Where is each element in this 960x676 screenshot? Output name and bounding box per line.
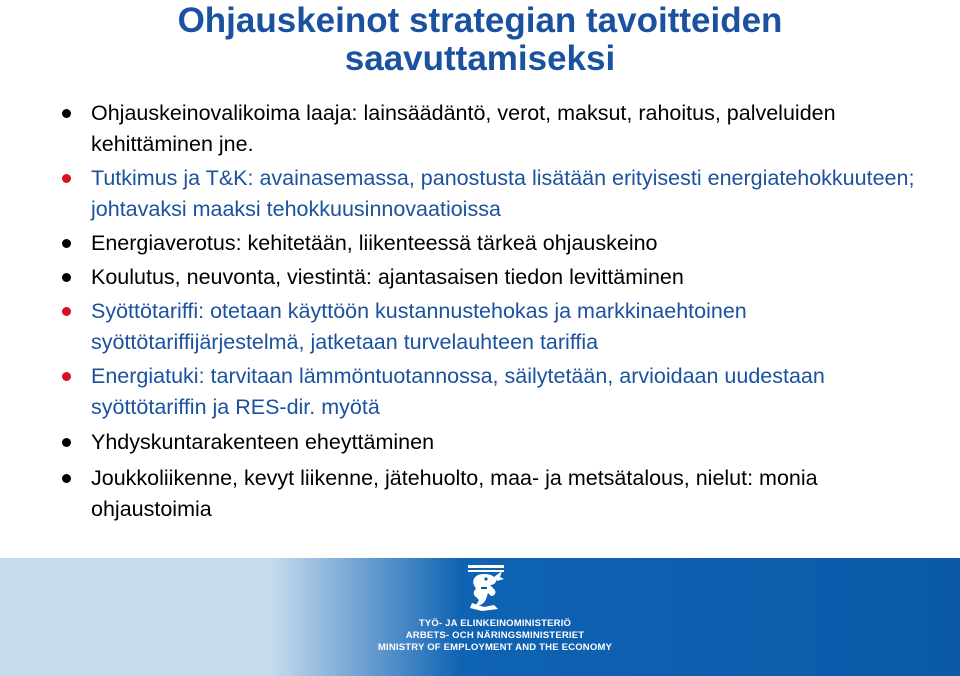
title-line-1: Ohjauskeinot strategian tavoitteiden	[177, 1, 783, 40]
bullet-text: Ohjauskeinovalikoima laaja: lainsäädäntö, verot, maksut, rahoitus, palveluiden kehittäminen jne.	[91, 101, 836, 156]
bullet-text: Joukkoliikenne, kevyt liikenne, jätehuolto, maa- ja metsätalous, nielut: monia ohjaustoimia	[91, 466, 818, 521]
bullet-dot-icon	[62, 474, 71, 483]
bullet-dot-icon	[62, 239, 71, 248]
bullet-dot-icon	[62, 174, 71, 183]
bullet-dot-icon	[62, 273, 71, 282]
bullet-item	[0, 228, 960, 259]
bullet-item	[0, 262, 960, 293]
ministry-name-fi: TYÖ- JA ELINKEINOMINISTERIÖ	[418, 618, 572, 629]
bullet-text: Energiaverotus: kehitetään, liikenteessä tärkeä ohjauskeino	[91, 231, 658, 255]
bullet-dot-icon	[62, 307, 71, 316]
title-line-2: saavuttamiseksi	[344, 39, 616, 78]
bullet-text: Yhdyskuntarakenteen eheyttäminen	[91, 430, 435, 454]
bullet-item	[0, 361, 960, 423]
bullet-item	[0, 163, 960, 225]
ministry-name-en: MINISTRY OF EMPLOYMENT AND THE ECONOMY	[377, 642, 613, 653]
bullet-item	[0, 98, 960, 160]
bullet-dot-icon	[62, 109, 71, 118]
bullet-text: Tutkimus ja T&K: avainasemassa, panostusta lisätään erityisesti energiatehokkuuteen; johtavaksi maaksi tehokkuusinnovaatioissa	[91, 166, 915, 221]
bullet-item	[0, 427, 960, 458]
lion-crest-icon	[464, 563, 508, 613]
ministry-name-sv: ARBETS- OCH NÄRINGSMINISTERIET	[405, 630, 585, 641]
bullet-text: Koulutus, neuvonta, viestintä: ajantasaisen tiedon levittäminen	[91, 265, 684, 289]
bullet-text: Energiatuki: tarvitaan lämmöntuotannossa, säilytetään, arvioidaan uudestaan syöttötariffin ja RES-dir. myötä	[91, 364, 825, 419]
bullet-item	[0, 296, 960, 358]
bullet-list	[0, 98, 960, 525]
bullet-dot-icon	[62, 438, 71, 447]
ministry-logo	[377, 563, 613, 673]
bullet-item	[0, 463, 960, 525]
bullet-text: Syöttötariffi: otetaan käyttöön kustannustehokas ja markkinaehtoinen syöttötariffijärjestelmä, jatketaan turvelauhteen tariffia	[91, 299, 747, 354]
slide-title	[0, 2, 960, 78]
bullet-dot-icon	[62, 372, 71, 381]
